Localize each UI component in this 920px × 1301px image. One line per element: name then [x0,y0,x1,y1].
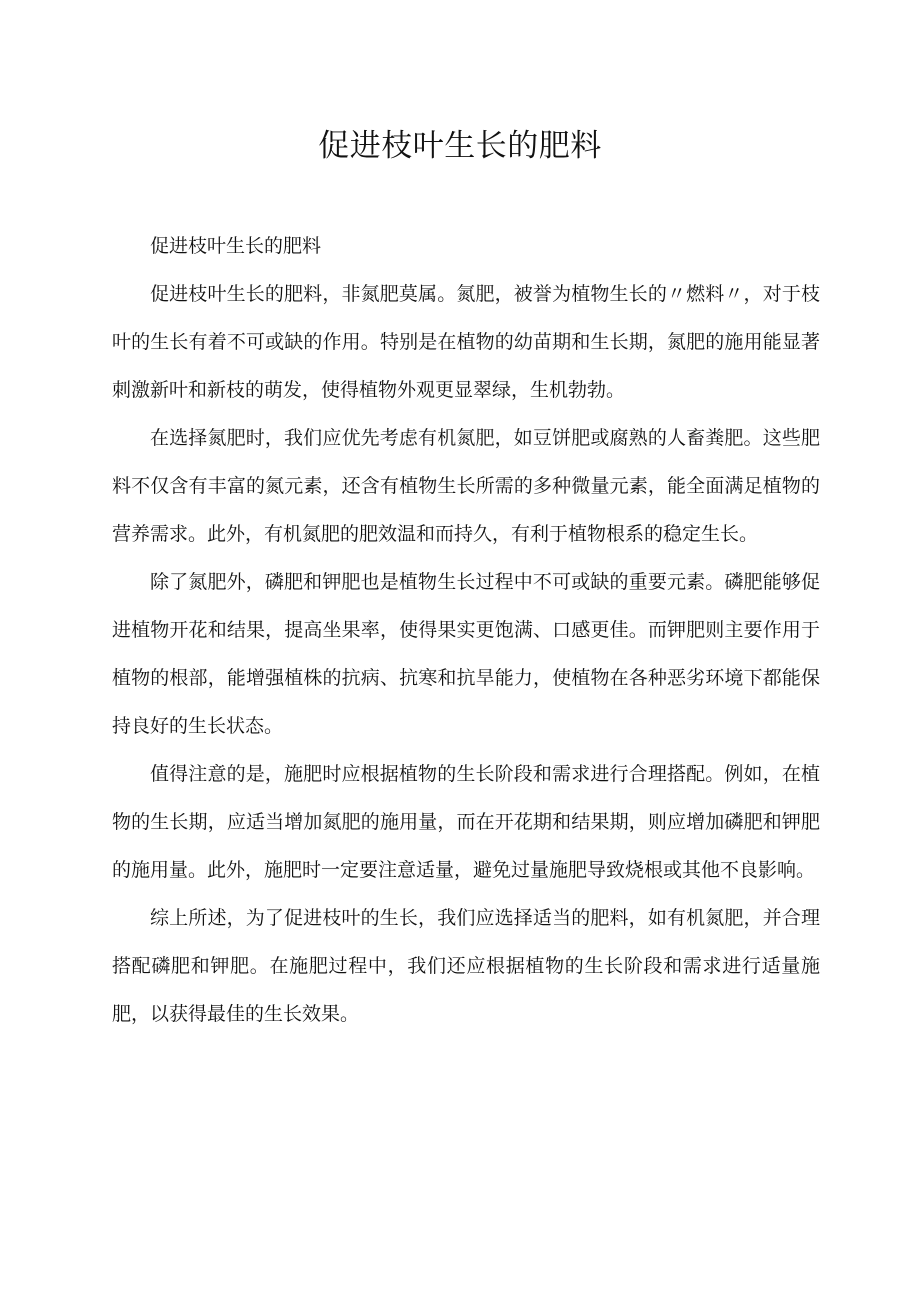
document-title: 促进枝叶生长的肥料 [318,128,602,164]
paragraph: 促进枝叶生长的肥料，非氮肥莫属。氮肥，被誉为植物生长的〃燃料〃，对于枝叶的生长有着不可或缺的作用。特别是在植物的幼苗期和生长期，氮肥的施用能显著刺激新叶和新枝的萌发，使得植物外观更显翠绿，生机勃勃。 [112,283,820,401]
paragraph-subtitle: 促进枝叶生长的肥料 [150,235,322,257]
paragraph: 在选择氮肥时，我们应优先考虑有机氮肥，如豆饼肥或腐熟的人畜粪肥。这些肥料不仅含有丰富的氮元素，还含有植物生长所需的多种微量元素，能全面满足植物的营养需求。此外，有机氮肥的肥效温和而持久，有利于植物根系的稳定生长。 [112,427,820,545]
paragraph: 除了氮肥外，磷肥和钾肥也是植物生长过程中不可或缺的重要元素。磷肥能够促进植物开花和结果，提高坐果率，使得果实更饱满、口感更佳。而钾肥则主要作用于植物的根部，能增强植株的抗病、抗寒和抗旱能力，使植物在各种恶劣环境下都能保持良好的生长状态。 [112,571,820,737]
paragraph: 值得注意的是，施肥时应根据植物的生长阶段和需求进行合理搭配。例如，在植物的生长期，应适当增加氮肥的施用量，而在开花期和结果期，则应增加磷肥和钾肥的施用量。此外，施肥时一定要注意适量，避免过量施肥导致烧根或其他不良影响。 [112,763,820,881]
document-body [112,222,820,1038]
paragraph: 综上所述，为了促进枝叶的生长，我们应选择适当的肥料，如有机氮肥，并合理搭配磷肥和钾肥。在施肥过程中，我们还应根据植物的生长阶段和需求进行适量施肥，以获得最佳的生长效果。 [112,907,820,1025]
